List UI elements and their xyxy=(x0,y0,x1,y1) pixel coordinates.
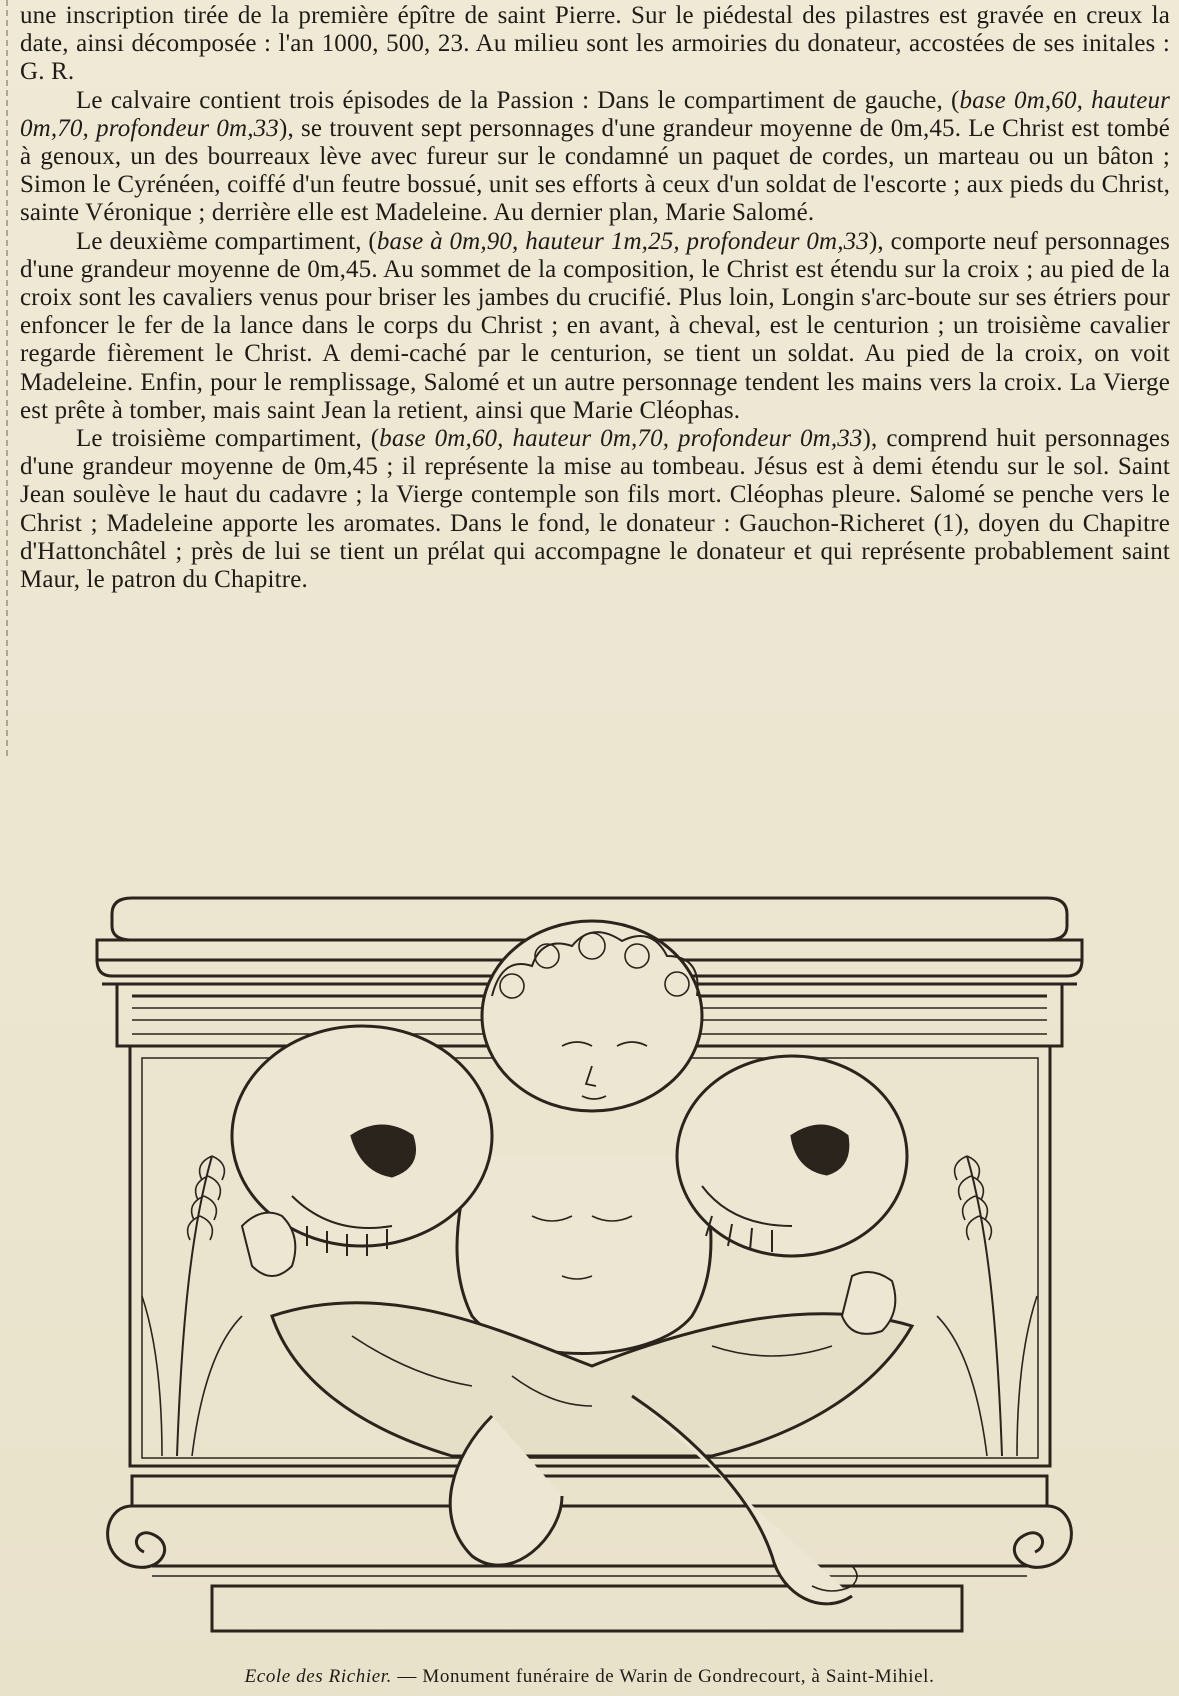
margin-rule xyxy=(6,0,8,760)
paragraph-text: Le troisième compartiment, ( xyxy=(76,425,380,453)
paragraph-text: ), se trouvent sept personnages d'une grandeur moyenne de 0m,45. Le Christ est tombé à genoux, un des bourreaux lève avec fureur sur le condamné un paquet de cordes, un marteau ou un bâton ; Simon le Cyrénéen, coiffé d'un feutre bossué, unit ses efforts à ceux d'un soldat de l'escorte ; aux pieds du Christ, sainte Véronique ; derrière elle est Madeleine. Au dernier plan, Marie Salomé. xyxy=(20,114,1170,227)
body-text xyxy=(20,2,1170,594)
paragraph-text: Le deuxième compartiment, ( xyxy=(76,227,377,255)
paragraph-text: Le calvaire contient trois épisodes de la Passion : Dans le compartiment de gauche, ( xyxy=(76,86,960,114)
paragraph xyxy=(20,425,1170,594)
paragraph-text: ), comprend huit personnages d'une grandeur moyenne de 0m,45 ; il représente la mise au tombeau. Jésus est à demi étendu sur le sol. Saint Jean soulève le haut du cadavre ; la Vierge contemple son fils mort. Cléophas pleure. Salomé se penche vers le Christ ; Madeleine apporte les aromates. Dans le fond, le donateur : Gauchon-Richeret (1), doyen du Chapitre d'Hattonchâtel ; près de lui se tient un prélat qui accompagne le donateur et qui représente probablement saint Maur, le patron du Chapitre. xyxy=(20,425,1170,594)
engraving-illustration xyxy=(92,896,1087,1656)
paragraph-text: une inscription tirée de la première épître de saint Pierre. Sur le piédestal des pilastres est gravée en creux la date, ainsi décomposée : l'an 1000, 500, 23. Au milieu sont les armoiries du donateur, accostées de ses initales : G. R. xyxy=(20,2,1170,86)
caption-separator: — xyxy=(392,1666,423,1687)
paragraph xyxy=(20,87,1170,228)
dimension-note: base 0m,60, hauteur 0m,70, profondeur 0m,33 xyxy=(379,425,863,453)
caption-school: Ecole des Richier. xyxy=(244,1666,393,1687)
dimension-note: base 0m,60, hauteur 0m,70, profondeur 0m,33 xyxy=(20,86,1170,142)
dimension-note: base à 0m,90, hauteur 1m,25, profondeur 0m,33 xyxy=(376,227,869,255)
paragraph xyxy=(20,228,1170,425)
paragraph xyxy=(20,2,1170,87)
caption-title: Monument funéraire de Warin de Gondrecourt, à Saint-Mihiel. xyxy=(422,1666,935,1687)
engraving-svg xyxy=(92,896,1087,1656)
paragraph-text: ), comporte neuf personnages d'une grandeur moyenne de 0m,45. Au sommet de la composition, le Christ est étendu sur la croix ; au pied de la croix sont les cavaliers venus pour briser les jambes du crucifié. Plus loin, Longin s'arc-boute sur ses étriers pour enfoncer le fer de la lance dans le corps du Christ ; en avant, à cheval, est le centurion ; un troisième cavalier regarde fièrement le Christ. A demi-caché par le centurion, se tient un soldat. Au pied de la croix, on voit Madeleine. Enfin, pour le remplissage, Salomé et un autre personnage tendent les mains vers la croix. La Vierge est prête à tomber, mais saint Jean la retient, ainsi que Marie Cléophas. xyxy=(20,227,1170,424)
figure-caption xyxy=(0,1666,1179,1688)
